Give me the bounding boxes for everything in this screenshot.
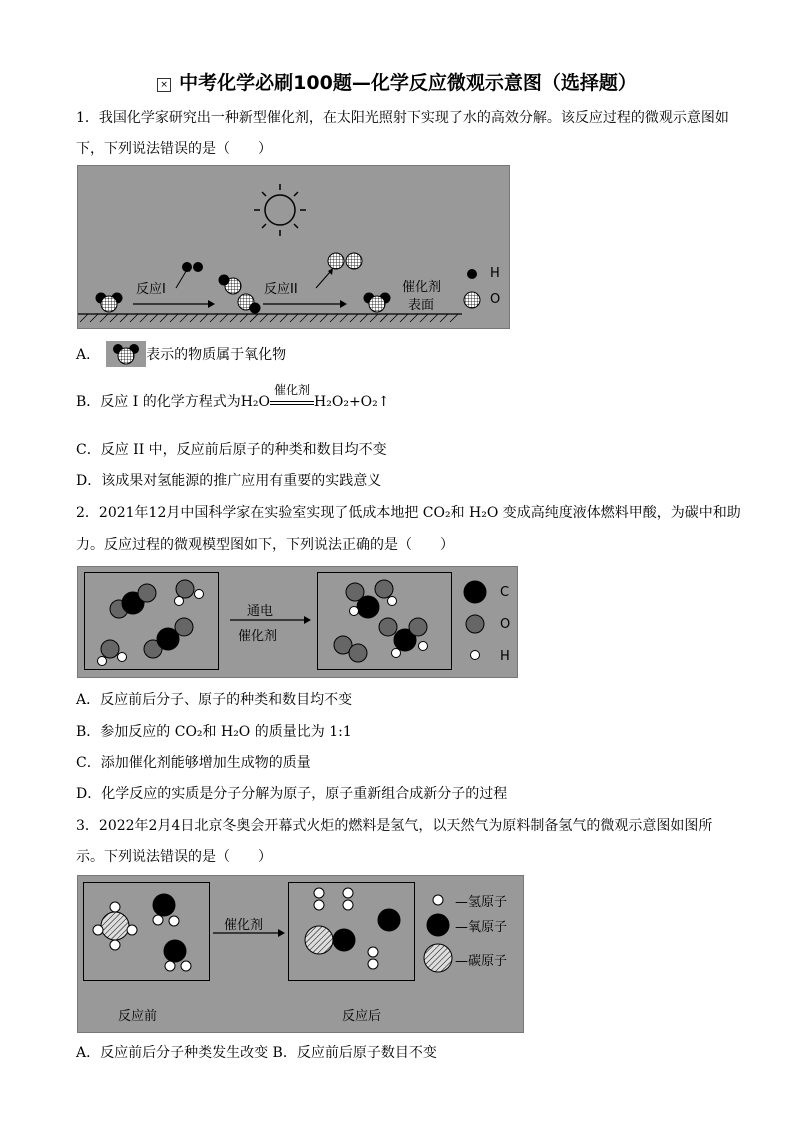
legend-o-label: —氧原子 (455, 920, 508, 935)
legend-h-label: H (500, 649, 510, 664)
q2-cond-top: 通电 (247, 604, 274, 619)
option-b-lhs: H₂O (240, 394, 271, 410)
q1-stem-line2: 下，下列说法错误的是（ ） (76, 141, 272, 157)
reaction2-label: 反应II (264, 282, 298, 297)
q1-option-a (76, 341, 736, 367)
q3-cond: 催化剂 (224, 918, 264, 933)
option-b-prefix: B．反应 I 的化学方程式为 (76, 394, 241, 410)
carbon-atom-legend-icon (464, 581, 486, 603)
catalyst-label-2: 表面 (408, 298, 435, 313)
q2-diagram (78, 567, 517, 677)
q1-diagram (78, 166, 509, 328)
water-molecule (364, 293, 390, 312)
after-label: 反应后 (342, 1009, 382, 1024)
q3-stem-line2: 示。下列说法错误的是（ ） (76, 849, 272, 865)
oxygen-atom-legend-icon (427, 914, 449, 936)
oxygen-atom-legend-icon (466, 615, 484, 633)
q2-option-b: B．参加反应的 CO₂和 H₂O 的质量比为 1:1 (76, 724, 352, 740)
legend-c-label: C (500, 585, 510, 600)
hydrogen-atom-legend-icon (467, 269, 477, 279)
hydrogen-atom-legend-icon (433, 895, 443, 905)
catalyst-label-1: 催化剂 (402, 280, 442, 295)
option-b-rhs: H₂O₂+O₂↑ (314, 394, 390, 410)
h2o2-molecule (219, 275, 260, 313)
hydrogen-molecule (182, 262, 203, 272)
q2-option-d: D．化学反应的实质是分子分解为原子，原子重新组合成新分子的过程 (76, 786, 508, 802)
q1-option-b (76, 383, 736, 412)
reaction1-label: 反应I (136, 282, 166, 297)
sun-icon (254, 184, 306, 236)
carbon-atom-legend-icon (424, 944, 452, 972)
before-label: 反应前 (118, 1009, 158, 1024)
legend-o-label: O (490, 292, 501, 307)
q2-stem-line2: 力。反应过程的微观模型图如下，下列说法正确的是（ ） (76, 537, 454, 553)
option-a-prefix: A． (76, 347, 101, 363)
water-molecule-icon (106, 341, 146, 367)
q1-figure (77, 165, 510, 329)
oxygen-molecule (328, 253, 362, 269)
equation-arrow (270, 383, 314, 412)
hydrogen-atom-legend-icon (471, 651, 480, 660)
catalyst-surface (78, 314, 462, 322)
broken-image-icon: × (157, 78, 171, 92)
q2-option-a: A．反应前后分子、原子的种类和数目均不变 (76, 692, 353, 708)
water-molecule (96, 293, 122, 312)
title-text: 中考化学必刷100题—化学反应微观示意图（选择题） (179, 72, 637, 94)
q2-cond-bottom: 催化剂 (238, 629, 278, 644)
q2-stem-line1: 2．2021年12月中国科学家在实验室实现了低成本地把 CO₂和 H₂O 变成高纯度液体燃料甲酸，为碳中和助 (76, 505, 741, 521)
q2-figure (77, 566, 518, 678)
legend-h-label: —氢原子 (455, 895, 508, 910)
q3-stem-line1: 3．2022年2月4日北京冬奥会开幕式火炬的燃料是氢气，以天然气为原料制备氢气的微观示意图如图所 (76, 818, 713, 834)
q2-option-c: C．添加催化剂能够增加生成物的质量 (76, 755, 311, 771)
legend-h-label: H (490, 266, 500, 281)
oxygen-atom-legend-icon (464, 292, 480, 308)
option-a-text: 表示的物质属于氧化物 (146, 347, 287, 363)
legend-c-label: —碳原子 (455, 954, 508, 969)
q3-figure (77, 875, 524, 1033)
q1-option-d: D．该成果对氢能源的推广应用有重要的实践意义 (76, 473, 382, 489)
q1-stem-line1: 1．我国化学家研究出一种新型催化剂，在太阳光照射下实现了水的高效分解。该反应过程的微观示意图如 (76, 110, 729, 126)
q1-option-c: C．反应 II 中，反应前后原子的种类和数目均不变 (76, 442, 387, 458)
page-title (0, 68, 794, 95)
legend-o-label: O (500, 617, 511, 632)
option-b-condition: 催化剂 (274, 383, 311, 397)
q3-option-ab: A．反应前后分子种类发生改变 B．反应前后原子数目不变 (76, 1045, 437, 1061)
